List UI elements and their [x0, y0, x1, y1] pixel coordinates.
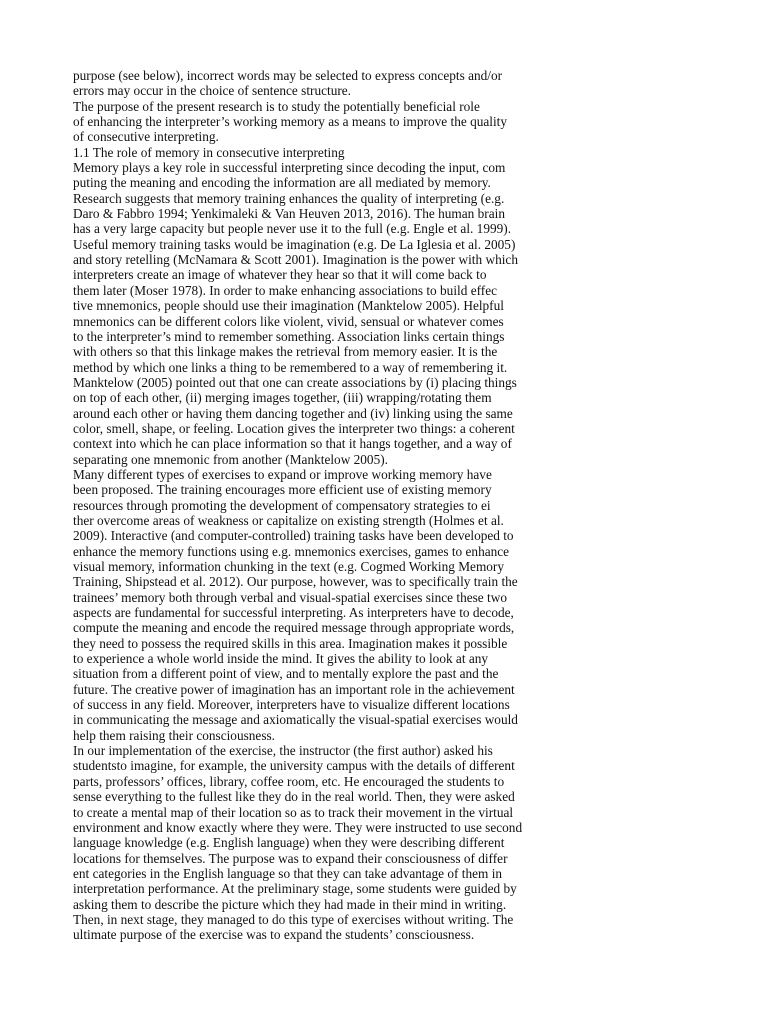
text-line: color, smell, shape, or feeling. Location gives the interpreter two things: a coherent [73, 420, 515, 436]
body-text [73, 68, 573, 943]
text-line: to the interpreter’s mind to remember something. Association links certain things [73, 328, 505, 344]
text-line: ther overcome areas of weakness or capitalize on existing strength (Holmes et al. [73, 512, 504, 528]
text-line: Many different types of exercises to expand or improve working memory have [73, 466, 492, 482]
text-line: of consecutive interpreting. [73, 129, 219, 145]
text-line: The purpose of the present research is to study the potentially beneficial role [73, 98, 480, 114]
text-line: asking them to describe the picture which they had made in their mind in writing. [73, 896, 507, 912]
text-line: parts, professors’ offices, library, coffee room, etc. He encouraged the students to [73, 773, 505, 789]
text-line: Memory plays a key role in successful interpreting since decoding the input, com [73, 160, 506, 176]
text-line: and story retelling (McNamara & Scott 2001). Imagination is the power with which [73, 252, 518, 268]
text-line: compute the meaning and encode the required message through appropriate words, [73, 620, 515, 636]
text-line: separating one mnemonic from another (Manktelow 2005). [73, 451, 388, 467]
text-line: method by which one links a thing to be remembered to a way of remembering it. [73, 359, 508, 375]
text-line: them later (Moser 1978). In order to make enhancing associations to build effec [73, 282, 498, 298]
text-line: purpose (see below), incorrect words may be selected to express concepts and/or [73, 68, 503, 83]
text-line: Training, Shipstead et al. 2012). Our purpose, however, was to specifically train the [73, 574, 518, 590]
text-line: Manktelow (2005) pointed out that one can create associations by (i) placing things [73, 374, 517, 390]
text-line: of enhancing the interpreter’s working memory as a means to improve the quality [73, 114, 507, 130]
text-line: with others so that this linkage makes the retrieval from memory easier. It is the [73, 344, 498, 360]
text-line: Then, in next stage, they managed to do this type of exercises without writing. The [73, 911, 514, 927]
text-line: future. The creative power of imagination has an important role in the achievement [73, 681, 515, 697]
text-line: puting the meaning and encoding the information are all mediated by memory. [73, 175, 491, 191]
text-line: Daro & Fabbro 1994; Yenkimaleki & Van Heuven 2013, 2016). The human brain [73, 206, 505, 222]
text-line: been proposed. The training encourages more efficient use of existing memory [73, 482, 492, 498]
text-line: to create a mental map of their location so as to track their movement in the virtual [73, 804, 514, 820]
text-line: Useful memory training tasks would be imagination (e.g. De La Iglesia et al. 2005) [73, 236, 516, 252]
text-line: 2009). Interactive (and computer-controlled) training tasks have been developed to [73, 528, 514, 544]
text-line: interpretation performance. At the preliminary stage, some students were guided by [73, 881, 517, 897]
text-line: mnemonics can be different colors like violent, vivid, sensual or whatever comes [73, 313, 504, 329]
text-line: they need to possess the required skills in this area. Imagination makes it possible [73, 635, 508, 651]
text-line: situation from a different point of view, and to mentally explore the past and the [73, 666, 499, 682]
text-line: language knowledge (e.g. English language) when they were describing different [73, 835, 505, 851]
text-line: environment and know exactly where they were. They were instructed to use second [73, 819, 523, 835]
text-line: around each other or having them dancing together and (iv) linking using the same [73, 405, 513, 421]
text-line: has a very large capacity but people never use it to the full (e.g. Engle et al. 1999). [73, 221, 512, 237]
text-line: tive mnemonics, people should use their imagination (Manktelow 2005). Helpful [73, 298, 504, 314]
text-line: sense everything to the fullest like they do in the real world. Then, they were asked [73, 789, 515, 805]
text-line: Research suggests that memory training enhances the quality of interpreting (e.g. [73, 190, 505, 206]
text-line: enhance the memory functions using e.g. mnemonics exercises, games to enhance [73, 543, 510, 559]
text-line: on top of each other, (ii) merging images together, (iii) wrapping/rotating them [73, 390, 492, 406]
text-line: trainees’ memory both through verbal and visual-spatial exercises since these two [73, 589, 507, 605]
text-line: of success in any field. Moreover, interpreters have to visualize different locations [73, 697, 510, 713]
text-line: to experience a whole world inside the mind. It gives the ability to look at any [73, 651, 489, 667]
text-line: In our implementation of the exercise, the instructor (the first author) asked his [73, 743, 493, 759]
text-line: locations for themselves. The purpose was to expand their consciousness of differ [73, 850, 508, 866]
text-line: visual memory, information chunking in the text (e.g. Cogmed Working Memory [73, 559, 505, 574]
text-line: in communicating the message and axiomatically the visual-spatial exercises would [73, 712, 518, 728]
text-line: aspects are fundamental for successful interpreting. As interpreters have to decode, [73, 605, 514, 621]
text-line: ent categories in the English language so that they can take advantage of them in [73, 865, 503, 881]
text-line: errors may occur in the choice of sentence structure. [73, 83, 352, 99]
text-line: context into which he can place information so that it hangs together, and a way of [73, 436, 512, 452]
section-heading: 1.1 The role of memory in consecutive interpreting [73, 144, 345, 160]
text-line: help them raising their consciousness. [73, 727, 275, 743]
text-line: studentsto imagine, for example, the university campus with the details of different [73, 758, 515, 774]
text-line: resources through promoting the development of compensatory strategies to ei [73, 497, 491, 513]
text-line: ultimate purpose of the exercise was to expand the students’ consciousness. [73, 927, 475, 943]
text-line: interpreters create an image of whatever they hear so that it will come back to [73, 267, 487, 283]
